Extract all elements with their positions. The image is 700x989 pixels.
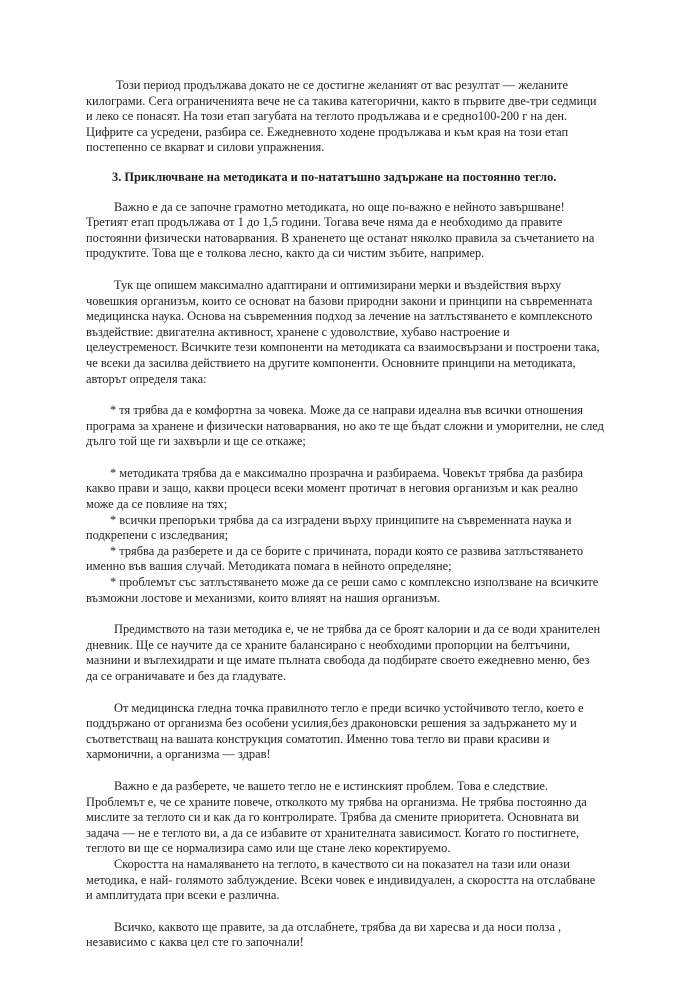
paragraph-stage-two-continuation: Този период продължава докато не се достигне желаният от вас резултат — желаните килограми. Сега ограниченията вече не са такива категорични, както в първите две-три седмици и леко се понасят. На този етап загубата на теглото продължава и е средно100-200 г на ден. Цифрите са усредени, разбира се. Ежедневното ходене продължава и към края на този етап постепенно се вкарват и силови упражнения. — [86, 78, 597, 155]
bullet-find-cause: * трябва да разберете и да се борите с причината, поради която се развива затлъстяването именно във вашия случай. Методиката помага в нейното определяне; — [86, 543, 584, 574]
bullet-transparent: * методиката трябва да е максимално прозрачна и разбираема. Човекът трябва да разбира какво прави и защо, какви процеси всеки момент протичат в неговия организъм и как реално може да се повлияе на тях; — [86, 465, 584, 512]
paragraph-method-principles-intro: Тук ще опишем максимално адаптирани и оптимизирани мерки и въздействия върху човешкия организъм, които се основат на базови природни закони и принципи на съвременната медицинска наука. Основа на съвременния подход за лечение на затлъстяването е комплексното въздействие: двигателна активност, хранене с удоволствие, хубаво настроение и целеустременост. Всичките тези компоненти на методиката са взаимосвързани и построени така, че всеки да засилва действието на другите компоненти. Основните принципи на методиката, авторът определя така: — [86, 277, 600, 386]
bullet-science-based: * всички препоръки трябва да са изградени върху принципите на съвременната наука и подкрепени с изследвания; — [86, 512, 572, 543]
bullet-comfortable: * тя трябва да е комфортна за човека. Може да се направи идеална във всички отношения програма за хранене и физически натоварвания, но ако те ще бъдат сложни и уморителни, не след дълго той ще ги захвърли и ще се откаже; — [86, 403, 604, 449]
section-heading-3: 3. Приключване на методиката и по-нататъшно задържане на постоянно тегло. — [112, 169, 557, 184]
paragraph-weight-loss-speed: Скоростта на намаляването на теглото, в качеството си на показател на тази или онази методика, е най- голямото заблуждение. Всеки човек е индивидуален, а скоростта на отслабване и амплитудата при всеки е различна. — [86, 856, 596, 903]
paragraph-closing: Всичко, каквото ще правите, за да отслабнете, трябва да ви харесва и да носи полза , независимо с каква цел сте го започнали! — [86, 919, 562, 950]
bullet-complex-approach: * проблемът със затлъстяването може да се реши само с комплексно използване на всичките възможни лостове и механизми, които влияят на нашия организъм. — [86, 575, 599, 605]
paragraph-weight-not-problem: Важно е да разберете, че вашето тегло не е истинският проблем. Това е следствие. Проблемът е, че се храните повече, отколкото му трябва на организма. Не трябва постоянно да мислите за теглото си и как да го контролирате. Трябва да смените приоритета. Основната ви задача — не е теглото ви, а да се избавите от хранителната зависимост. Когато го постигнете, теглото ви ще се нормализира само или ще стане леко коректируемо. — [86, 778, 587, 856]
paragraph-method-advantage: Предимството на тази методика е, че не трябва да се броят калории и да се води хранителен дневник. Ще се научите да се храните балансирано с необходими пропорции на белтъчини, мазнини и въглехидрати и ще имате пълната свобода да подбирате своето ежедневно меню, без да се ограничавате и без да гладувате. — [86, 622, 601, 683]
paragraph-correct-weight: От медицинска гледна точка правилното тегло е преди всичко устойчивото тегло, което е поддържано от организма без особени усилия,без драконовски решения за задържането му и съответстващ на вашата конструкция соматотип. Именно това тегло ви прави красиви и хармонични, а организма — здрав! — [86, 700, 584, 762]
paragraph-third-stage: Важно е да се започне грамотно методиката, но още по-важно е нейното завършване! Третият етап продължава от 1 до 1,5 години. Тогава вече няма да е необходимо да правите постоянни физически натоварвания. В храненето ще останат няколко правила за съчетанието на продуктите. Това ще е толкова лесно, както да си чистим зъбите, например. — [86, 199, 595, 261]
